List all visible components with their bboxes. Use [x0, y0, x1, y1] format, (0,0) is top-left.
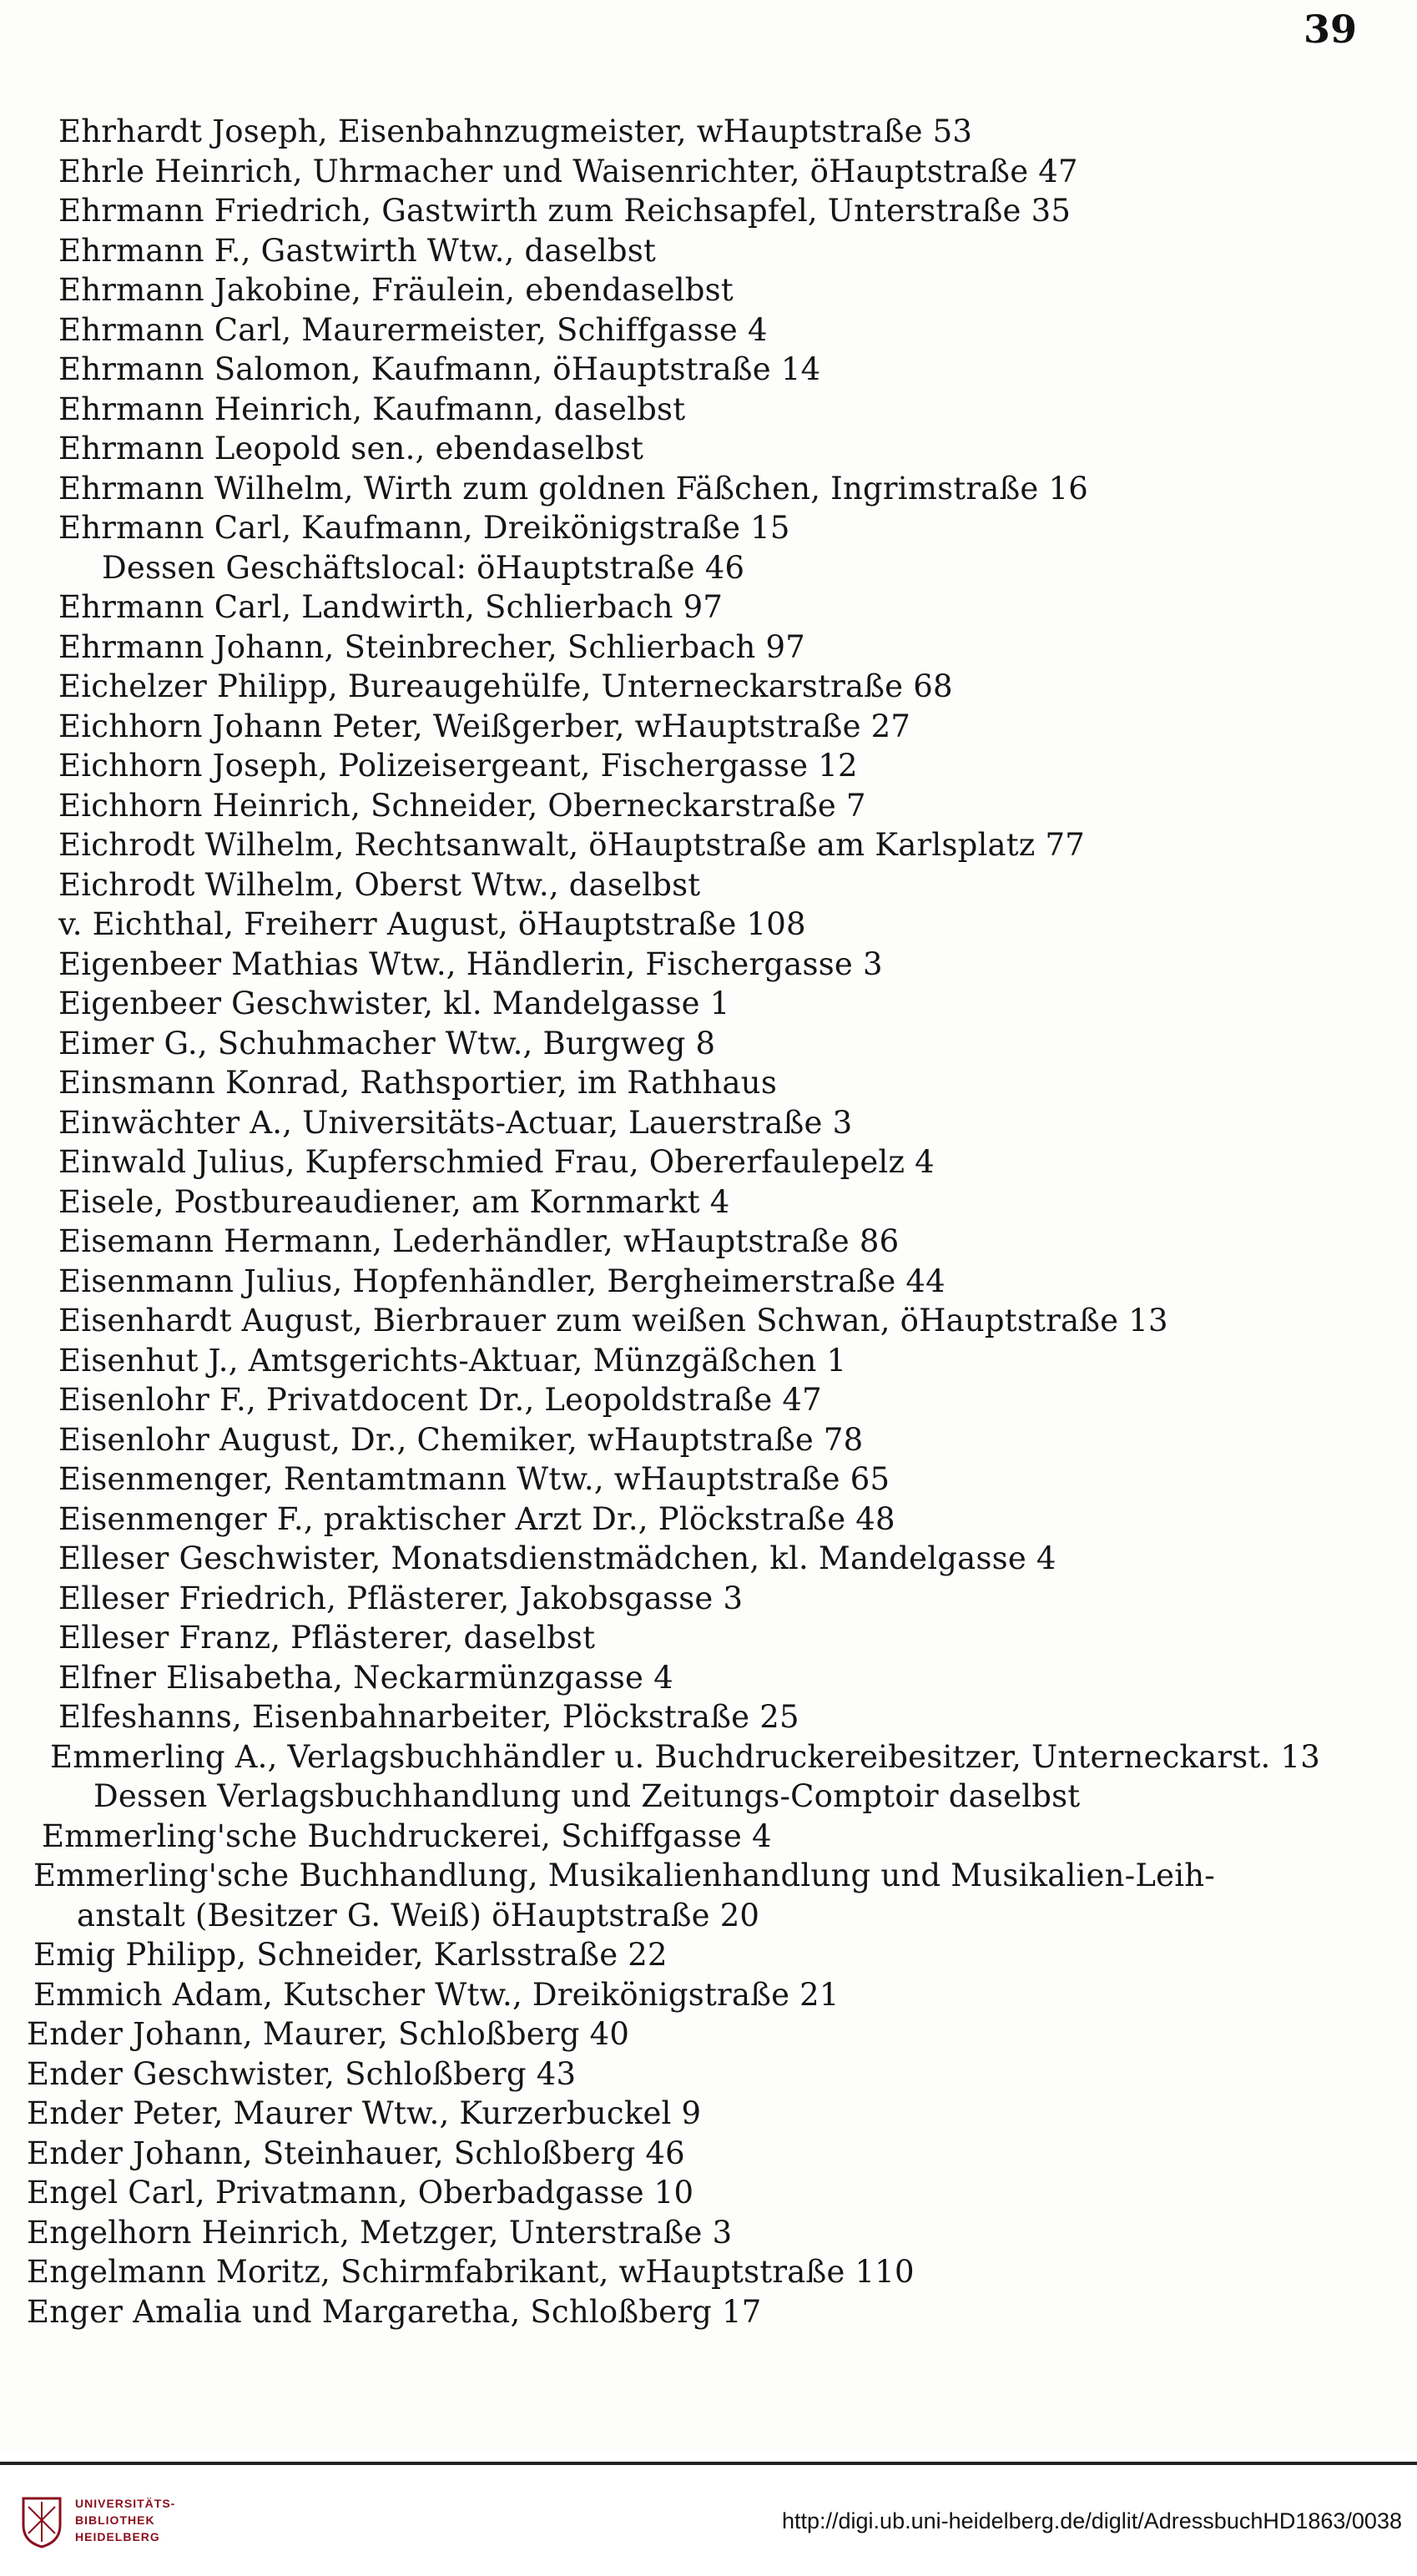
directory-entry: Ehrmann Carl, Maurermeister, Schiffgasse 4	[58, 311, 768, 348]
directory-entry: Elfner Elisabetha, Neckarmünzgasse 4	[58, 1659, 673, 1696]
directory-entry: Eichrodt Wilhelm, Oberst Wtw., daselbst	[58, 866, 701, 903]
library-logo-text	[75, 2495, 175, 2545]
directory-entry: Emmerling'sche Buchdruckerei, Schiffgasse 4	[42, 1817, 772, 1854]
directory-entry: Engelhorn Heinrich, Metzger, Unterstraße 3	[27, 2214, 733, 2251]
directory-entry: Engelmann Moritz, Schirmfabrikant, wHauptstraße 110	[27, 2254, 915, 2290]
directory-entry: Emmich Adam, Kutscher Wtw., Dreikönigstraße 21	[33, 1976, 840, 2013]
directory-entry: Engel Carl, Privatmann, Oberbadgasse 10	[27, 2175, 694, 2211]
directory-entry: Einwächter A., Universitäts-Actuar, Lauerstraße 3	[58, 1104, 853, 1141]
directory-entry: Eisenmann Julius, Hopfenhändler, Bergheimerstraße 44	[58, 1263, 946, 1299]
footer-divider	[0, 2462, 1417, 2465]
directory-entry: Dessen Verlagsbuchhandlung und Zeitungs-Comptoir daselbst	[93, 1778, 1081, 1814]
logo-line-3: HEIDELBERG	[75, 2530, 160, 2543]
directory-entry: Eisele, Postbureaudiener, am Kornmarkt 4	[58, 1183, 730, 1220]
library-logo[interactable]	[17, 2492, 200, 2558]
directory-entry: Eichhorn Joseph, Polizeisergeant, Fischergasse 12	[58, 748, 858, 784]
directory-entry: v. Eichthal, Freiherr August, öHauptstraße 108	[58, 906, 806, 942]
directory-entry: Emmerling'sche Buchhandlung, Musikalienhandlung und Musikalien-Leih-	[33, 1858, 1215, 1893]
directory-entry: Ehrmann F., Gastwirth Wtw., daselbst	[58, 232, 657, 269]
directory-entry: Ehrmann Salomon, Kaufmann, öHauptstraße 14	[58, 351, 821, 387]
directory-entry: Ehrmann Leopold sen., ebendaselbst	[58, 431, 644, 466]
directory-entry: Eichhorn Johann Peter, Weißgerber, wHauptstraße 27	[58, 708, 911, 744]
directory-entry: Eisenlohr F., Privatdocent Dr., Leopoldstraße 47	[58, 1382, 822, 1418]
directory-entry: Eisemann Hermann, Lederhändler, wHauptstraße 86	[58, 1223, 900, 1259]
footer	[0, 2467, 1417, 2576]
directory-entry: Eisenmenger F., praktischer Arzt Dr., Plöckstraße 48	[58, 1500, 895, 1537]
directory-entry: Ehrmann Carl, Kaufmann, Dreikönigstraße 15	[58, 510, 790, 546]
permalink-url[interactable]: http://digi.ub.uni-heidelberg.de/diglit/AdressbuchHD1863/0038	[781, 2508, 1402, 2533]
directory-entry: Ehrmann Heinrich, Kaufmann, daselbst	[58, 391, 686, 427]
directory-entry: Ehrmann Johann, Steinbrecher, Schlierbach 97	[58, 628, 805, 665]
directory-entry: Ehrmann Wilhelm, Wirth zum goldnen Fäßchen, Ingrimstraße 16	[58, 470, 1088, 507]
directory-entry: Ehrmann Carl, Landwirth, Schlierbach 97	[58, 589, 724, 625]
directory-entry: Dessen Geschäftslocal: öHauptstraße 46	[102, 549, 745, 586]
library-logo-icon	[17, 2492, 67, 2550]
directory-entry: anstalt (Besitzer G. Weiß) öHauptstraße 20	[77, 1897, 760, 1933]
directory-entry: Eichrodt Wilhelm, Rechtsanwalt, öHauptstraße am Karlsplatz 77	[58, 827, 1085, 863]
directory-entry: Eisenhut J., Amtsgerichts-Aktuar, Münzgäßchen 1	[58, 1342, 847, 1379]
directory-entry: Einsmann Konrad, Rathsportier, im Rathhaus	[58, 1065, 778, 1101]
logo-line-2: BIBLIOTHEK	[75, 2513, 155, 2527]
directory-entry: Enger Amalia und Margaretha, Schloßberg 17	[27, 2293, 762, 2330]
directory-entry: Ehrhardt Joseph, Eisenbahnzugmeister, wHauptstraße 53	[58, 113, 973, 149]
directory-entry: Emig Philipp, Schneider, Karlsstraße 22	[33, 1937, 668, 1973]
directory-entry: Elfeshanns, Eisenbahnarbeiter, Plöckstraße 25	[58, 1699, 799, 1735]
directory-entries	[27, 112, 1360, 2332]
directory-entry: Eigenbeer Mathias Wtw., Händlerin, Fischergasse 3	[58, 945, 883, 982]
directory-entry: Ender Johann, Steinhauer, Schloßberg 46	[27, 2135, 685, 2171]
directory-entry: Elleser Geschwister, Monatsdienstmädchen, kl. Mandelgasse 4	[58, 1540, 1056, 1576]
directory-entry: Elleser Franz, Pflästerer, daselbst	[58, 1620, 596, 1656]
logo-line-1: UNIVERSITÄTS-	[75, 2497, 176, 2510]
directory-entry: Ehrmann Friedrich, Gastwirth zum Reichsapfel, Unterstraße 35	[58, 193, 1072, 229]
directory-entry: Ender Peter, Maurer Wtw., Kurzerbuckel 9	[27, 2095, 702, 2131]
directory-entry: Eigenbeer Geschwister, kl. Mandelgasse 1	[58, 986, 730, 1021]
directory-entry: Emmerling A., Verlagsbuchhändler u. Buchdruckereibesitzer, Unterneckarst. 13	[50, 1738, 1320, 1775]
page-number: 39	[1303, 7, 1357, 52]
directory-entry: Ehrle Heinrich, Uhrmacher und Waisenrichter, öHauptstraße 47	[58, 153, 1078, 189]
directory-entry: Eichelzer Philipp, Bureaugehülfe, Unterneckarstraße 68	[58, 668, 953, 704]
directory-entry: Elleser Friedrich, Pflästerer, Jakobsgasse 3	[58, 1580, 744, 1616]
directory-entry: Ehrmann Jakobine, Fräulein, ebendaselbst	[58, 272, 734, 308]
directory-entry: Ender Johann, Maurer, Schloßberg 40	[27, 2016, 630, 2052]
directory-entry: Eichhorn Heinrich, Schneider, Oberneckarstraße 7	[58, 787, 866, 824]
directory-entry: Einwald Julius, Kupferschmied Frau, Obererfaulepelz 4	[58, 1144, 935, 1180]
directory-entry: Eisenlohr August, Dr., Chemiker, wHauptstraße 78	[58, 1421, 864, 1458]
directory-entry: Ender Geschwister, Schloßberg 43	[27, 2055, 577, 2092]
directory-entry: Eimer G., Schuhmacher Wtw., Burgweg 8	[58, 1025, 716, 1061]
directory-entry: Eisenmenger, Rentamtmann Wtw., wHauptstraße 65	[58, 1461, 890, 1497]
directory-entry: Eisenhardt August, Bierbrauer zum weißen Schwan, öHauptstraße 13	[58, 1303, 1168, 1338]
